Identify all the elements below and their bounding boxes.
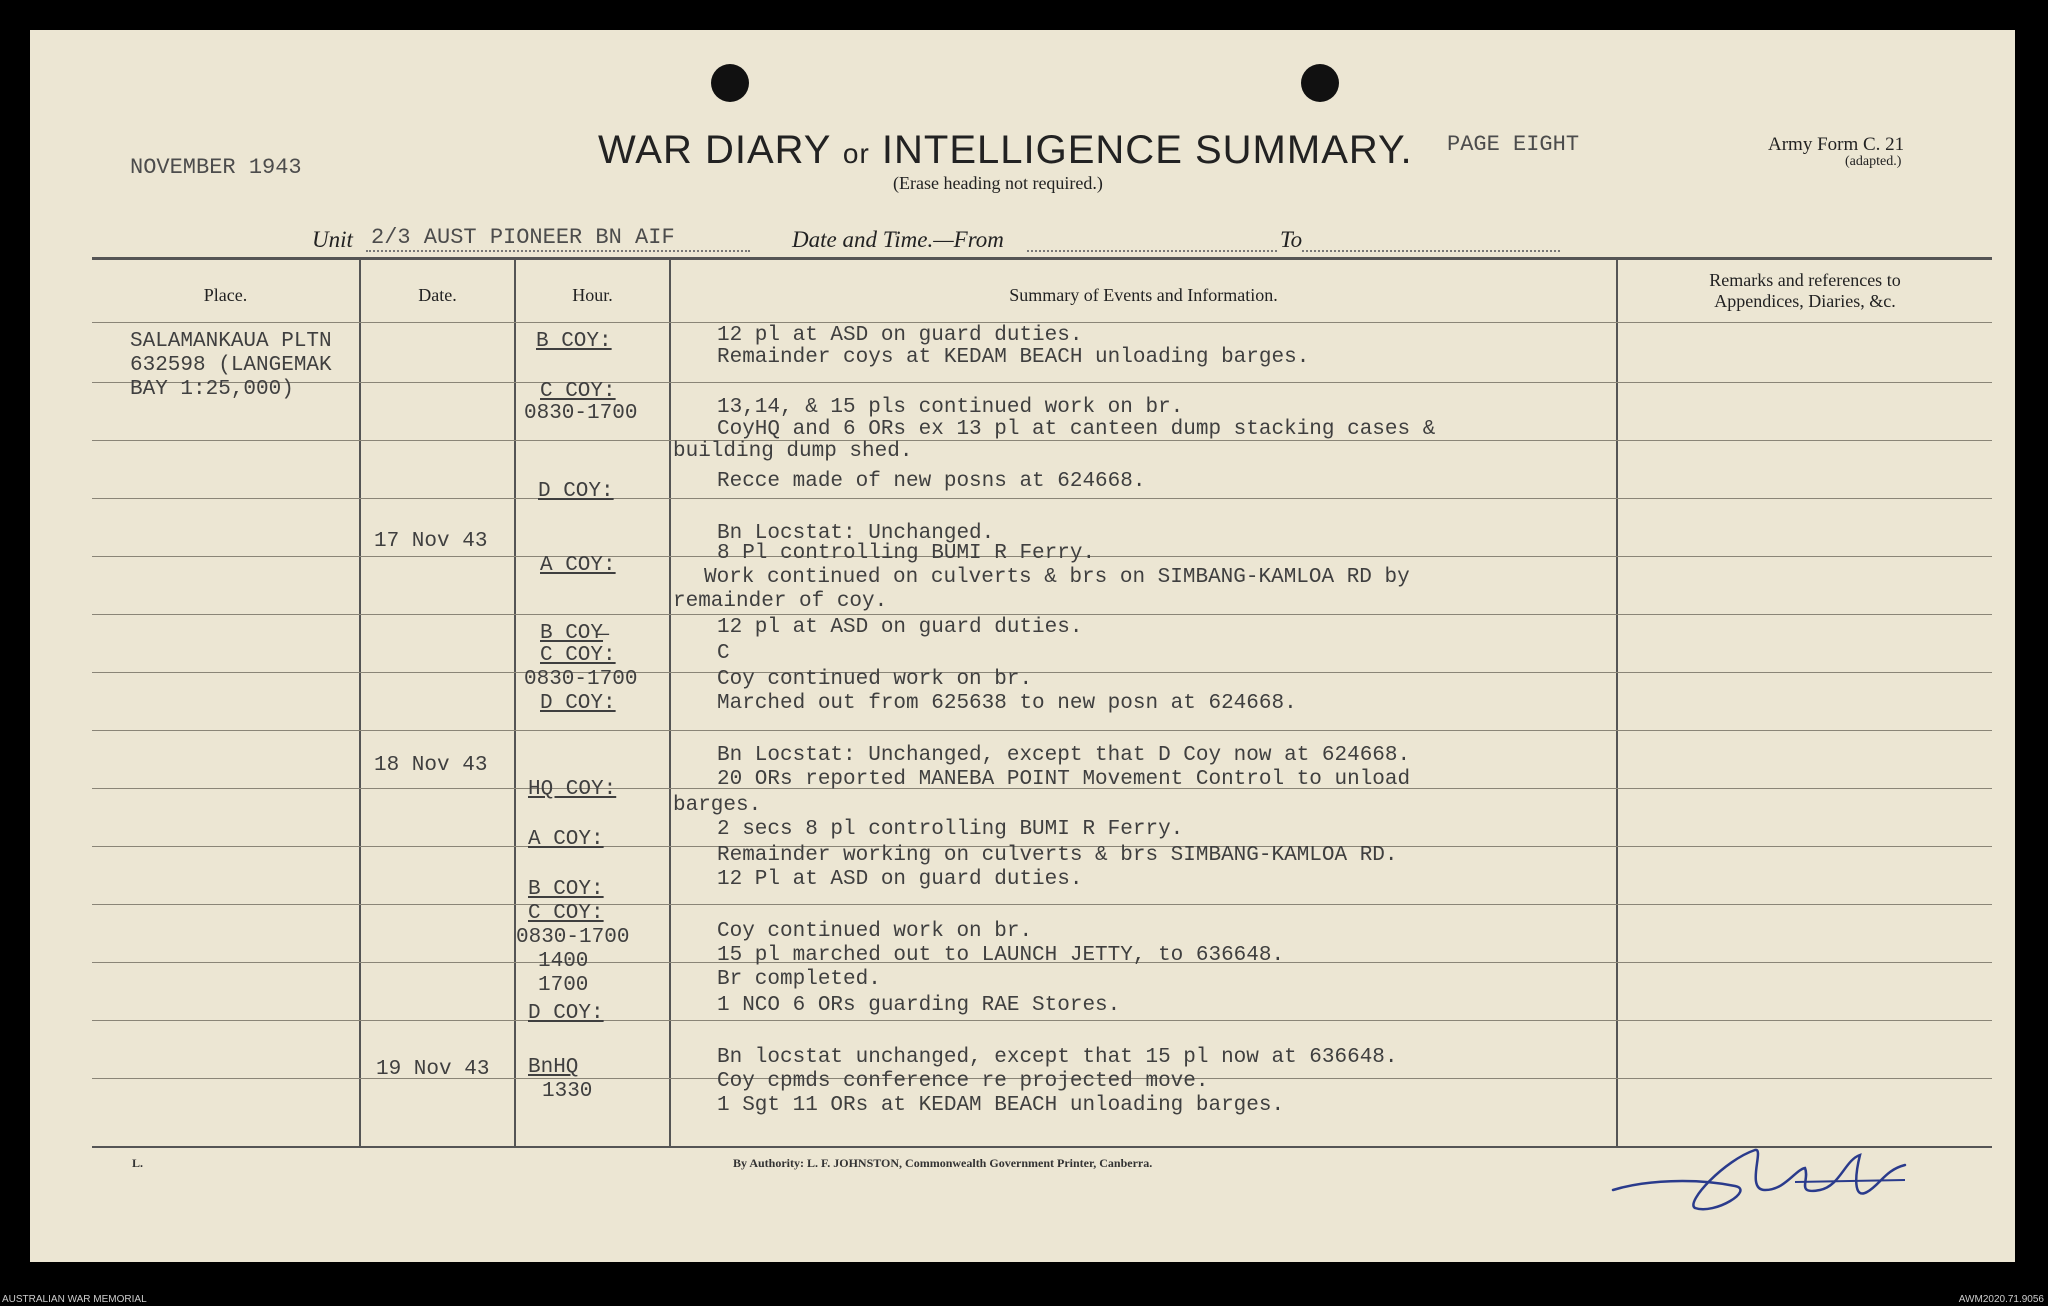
summary-line: 8 Pl controlling BUMI R Ferry. <box>717 542 1096 565</box>
column-divider <box>514 260 516 1146</box>
summary-line: Bn Locstat: Unchanged. <box>717 522 995 545</box>
hour-entry: A COY: <box>528 828 604 851</box>
summary-line: 1 Sgt 11 ORs at KEDAM BEACH unloading barges. <box>717 1094 1285 1117</box>
summary-line: building dump shed. <box>673 440 913 463</box>
unit-dotted-line <box>366 250 750 252</box>
ruled-line <box>92 614 1992 615</box>
diary-page <box>30 30 2015 1262</box>
entry-date: 17 Nov 43 <box>374 530 488 553</box>
punch-hole <box>1301 64 1339 102</box>
summary-line: Br completed. <box>717 968 881 991</box>
summary-line: Coy continued work on br. <box>717 668 1033 691</box>
column-divider <box>359 260 361 1146</box>
printer-authority: By Authority: L. F. JOHNSTON, Commonwealth Government Printer, Canberra. <box>733 1156 1153 1170</box>
place-line: BAY 1:25,000) <box>130 378 294 401</box>
summary-line: Remainder working on culverts & brs SIMBANG-KAMLOA RD. <box>717 844 1398 867</box>
ruled-line <box>92 382 1992 383</box>
summary-line: Bn Locstat: Unchanged, except that D Coy now at 624668. <box>717 744 1411 767</box>
remarks-header-line: Remarks and references to <box>1709 270 1901 290</box>
hour-entry: 0830-1700 <box>524 668 638 691</box>
table-top-rule <box>92 257 1992 260</box>
hour-entry: 1700 <box>538 974 589 997</box>
hour-entry: B COY: <box>528 878 604 901</box>
summary-line: 15 pl marched out to LAUNCH JETTY, to 636648. <box>717 944 1285 967</box>
hour-entry: 0830-1700 <box>516 926 630 949</box>
place-line: 632598 (LANGEMAK <box>130 354 332 377</box>
hour-entry: HQ COY: <box>528 778 617 801</box>
summary-line: Work continued on culverts & brs on SIMBANG-KAMLOA RD by <box>704 566 1410 589</box>
hour-entry: B COY: <box>536 330 612 353</box>
signature <box>1605 1120 1925 1230</box>
hour-entry: C COY: <box>528 902 604 925</box>
summary-line: 20 ORs reported MANEBA POINT Movement Control to unload <box>717 768 1411 791</box>
header-hour: Hour. <box>572 285 613 305</box>
ruled-line <box>92 322 1992 323</box>
form-title <box>598 128 1413 173</box>
ruled-line <box>92 498 1992 499</box>
erase-note: (Erase heading not required.) <box>893 173 1103 193</box>
from-dotted-line <box>1027 250 1277 252</box>
archive-reference: AWM2020.71.9056 <box>1958 1294 2044 1305</box>
hour-entry: C COY: <box>540 380 616 403</box>
summary-line: remainder of coy. <box>673 590 888 613</box>
date-time-label: Date and Time.—From <box>792 227 1004 252</box>
adapted-label: (adapted.) <box>1845 154 1902 169</box>
hour-entry: B COY̶ <box>540 622 604 645</box>
unit-value: 2/3 AUST PIONEER BN AIF <box>371 225 675 250</box>
header-summary: Summary of Events and Information. <box>1009 285 1278 305</box>
place-line: SALAMANKAUA PLTN <box>130 330 332 353</box>
hour-entry: 1330 <box>542 1080 593 1103</box>
summary-line: 12 pl at ASD on guard duties. <box>717 616 1083 639</box>
hour-entry: 1400 <box>538 950 589 973</box>
entry-date: 19 Nov 43 <box>376 1058 490 1081</box>
header-date: Date. <box>418 285 457 305</box>
summary-line: 12 pl at ASD on guard duties. <box>717 324 1083 347</box>
hour-entry: BnHQ <box>528 1056 579 1079</box>
hour-entry: D COY: <box>528 1002 604 1025</box>
hour-entry: A COY: <box>540 554 616 577</box>
archive-credit: AUSTRALIAN WAR MEMORIAL <box>2 1294 147 1305</box>
summary-line: Coy continued work on br. <box>717 920 1033 943</box>
page-number: PAGE EIGHT <box>1447 132 1580 157</box>
header-remarks <box>1618 270 1992 312</box>
to-label: To <box>1280 227 1303 252</box>
summary-line: Coy cpmds conference re projected move. <box>717 1070 1209 1093</box>
entry-date: 18 Nov 43 <box>374 754 488 777</box>
column-divider <box>1616 260 1618 1146</box>
ruled-line <box>92 730 1992 731</box>
footer-mark: L. <box>132 1156 144 1170</box>
summary-line: Bn locstat unchanged, except that 15 pl now at 636648. <box>717 1046 1398 1069</box>
to-dotted-line <box>1302 250 1560 252</box>
hour-entry: D COY: <box>540 692 616 715</box>
title-or: or <box>842 138 870 169</box>
army-form-label: Army Form C. 21 <box>1768 134 1905 155</box>
title-intelligence-summary: INTELLIGENCE SUMMARY. <box>881 128 1413 172</box>
column-divider <box>669 260 671 1146</box>
title-war-diary: WAR DIARY <box>598 128 831 172</box>
hour-entry: D COY: <box>538 480 614 503</box>
summary-line: C <box>717 642 730 665</box>
summary-line: Recce made of new posns at 624668. <box>717 470 1146 493</box>
unit-label: Unit <box>312 227 353 252</box>
ruled-line <box>92 1020 1992 1021</box>
summary-line: 13,14, & 15 pls continued work on br. <box>717 396 1184 419</box>
summary-line: CoyHQ and 6 ORs ex 13 pl at canteen dump stacking cases & <box>717 418 1436 441</box>
hour-entry: 0830-1700 <box>524 402 638 425</box>
header-place: Place. <box>203 285 248 305</box>
summary-line: Remainder coys at KEDAM BEACH unloading barges. <box>717 346 1310 369</box>
hour-entry: C COY: <box>540 644 616 667</box>
summary-line: 12 Pl at ASD on guard duties. <box>717 868 1083 891</box>
summary-line: 2 secs 8 pl controlling BUMI R Ferry. <box>717 818 1184 841</box>
summary-line: barges. <box>673 794 762 817</box>
punch-hole <box>711 64 749 102</box>
summary-line: 1 NCO 6 ORs guarding RAE Stores. <box>717 994 1121 1017</box>
ruled-line <box>92 904 1992 905</box>
remarks-header-line: Appendices, Diaries, &c. <box>1714 291 1896 311</box>
ruled-line <box>92 672 1992 673</box>
summary-line: Marched out from 625638 to new posn at 624668. <box>717 692 1297 715</box>
month-stamp: NOVEMBER 1943 <box>130 155 302 180</box>
